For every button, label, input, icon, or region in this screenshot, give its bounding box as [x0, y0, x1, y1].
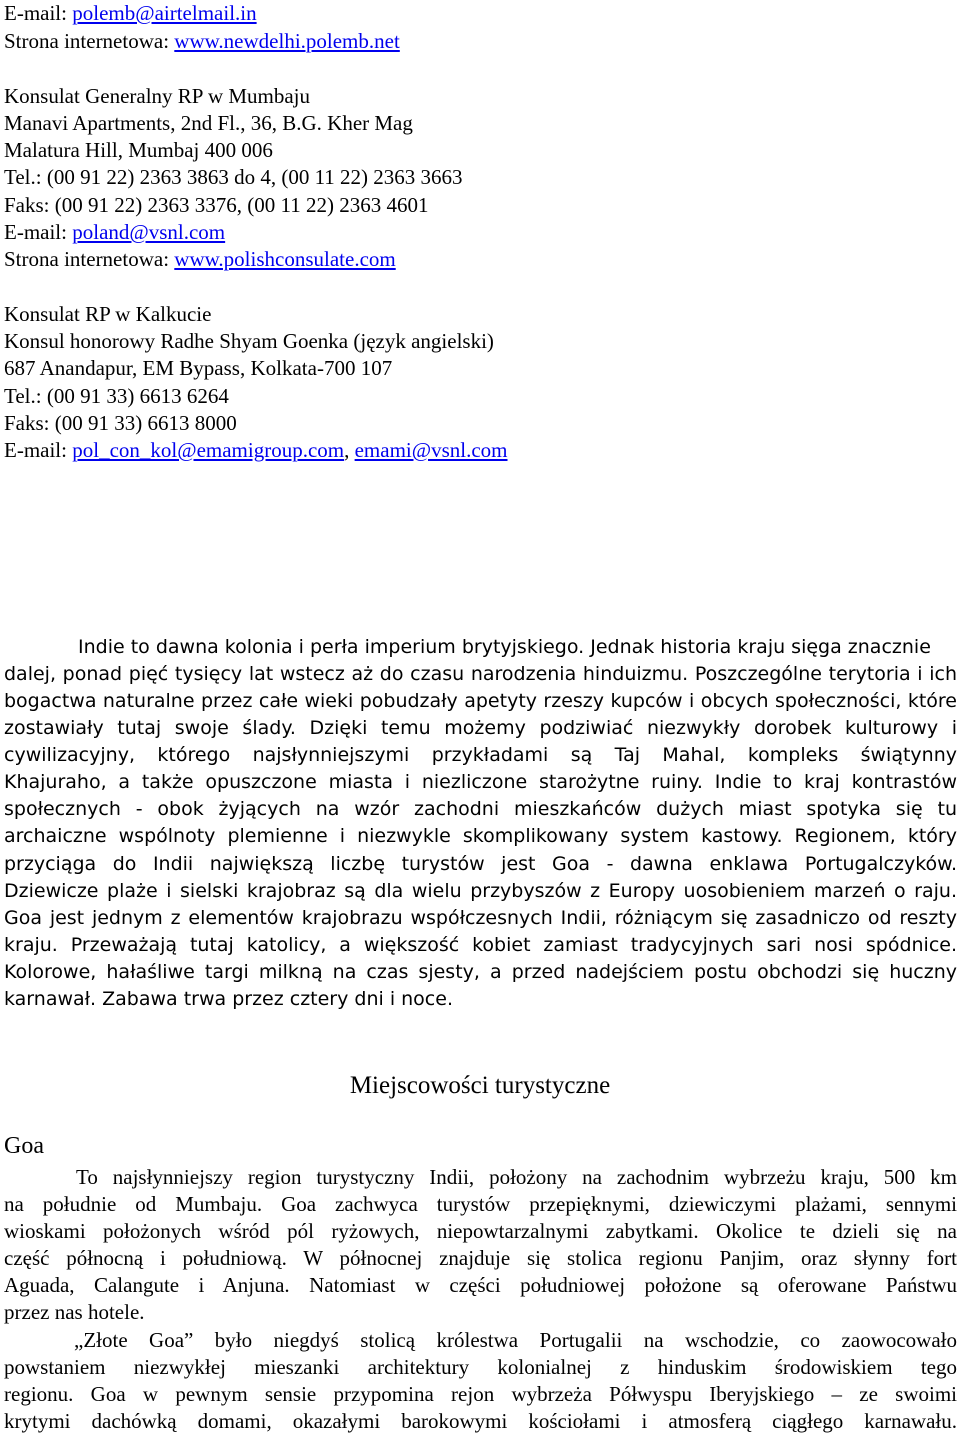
paragraph-line: krytymi dachówką domami, okazałymi barokowymi kościołami i atmosferą ciągłego karnawału. — [4, 1409, 957, 1433]
phone-line: Tel.: (00 91 22) 2363 3863 do 4, (00 11 22) 2363 3663 — [4, 165, 463, 189]
paragraph-line: powstaniem niezwykłej mieszanki architektury kolonialnej z hinduskim środowiskiem tego — [4, 1355, 957, 1379]
website-line — [4, 28, 400, 55]
paragraph-line: Indie to dawna kolonia i perła imperium brytyjskiego. Jednak historia kraju sięga znacznie — [78, 636, 931, 658]
consul-line: Konsul honorowy Radhe Shyam Goenka (język angielski) — [4, 329, 494, 353]
paragraph-line: Dziewicze plaże i sielski krajobraz są dla wielu przybyszów z Europy uosobieniem marzeń o raju. — [4, 880, 957, 902]
separator: , — [344, 438, 355, 462]
paragraph-line: przyciąga do Indii największą liczbę turystów jest Goa - dawna enklawa Portugalczyków. — [4, 853, 957, 875]
paragraph-line: zostawiały tutaj swoje ślady. Dzięki temu możemy podziwiać niezwykły dorobek kulturowy i — [4, 717, 957, 739]
address-line: Malatura Hill, Mumbaj 400 006 — [4, 138, 273, 162]
paragraph-line: Goa jest jednym z elementów krajobrazu współczesnych Indii, różniącym się zasadniczo od reszty — [4, 907, 957, 929]
paragraph-line: przez nas hotele. — [4, 1300, 145, 1324]
email-link[interactable]: pol_con_kol@emamigroup.com — [72, 438, 345, 462]
website-link[interactable]: www.newdelhi.polemb.net — [174, 29, 400, 53]
paragraph-line: „Złote Goa” było niegdyś stolicą królestwa Portugalii na wschodzie, co zaowocowało — [74, 1328, 957, 1352]
paragraph-line: archaiczne wspólnoty plemienne i niezwykle skomplikowany system kastowy. Regionem, który — [4, 825, 957, 847]
paragraph-line: kraju. Przeważają tutaj katolicy, a większość kobiet zamiast tradycyjnych sari nosi spódnice. — [4, 934, 957, 956]
paragraph-line: społecznych - obok żyjących na wzór zachodni mieszkańców dużych miast spotyka się tu — [4, 798, 957, 820]
email-line — [4, 219, 225, 246]
paragraph-line: Khajuraho, a także opuszczone miasta i niezliczone starożytne ruiny. Indie to kraj kontrastów — [4, 771, 957, 793]
address-line: 687 Anandapur, EM Bypass, Kolkata-700 107 — [4, 356, 393, 380]
paragraph-line: dalej, ponad pięć tysięcy lat wstecz aż do czasu narodzenia hinduizmu. Poszczególne terytoria i ich — [4, 663, 957, 685]
phone-line: Tel.: (00 91 33) 6613 6264 — [4, 384, 229, 408]
website-label: Strona internetowa: — [4, 247, 175, 271]
email-link[interactable]: poland@vsnl.com — [72, 220, 226, 244]
paragraph-line: na południe od Mumbaju. Goa zachwyca turystów przepięknymi, dziewiczymi plażami, sennymi — [4, 1192, 957, 1216]
goa-title: Goa — [4, 1133, 44, 1159]
section-heading: Miejscowości turystyczne — [349, 1072, 611, 1099]
paragraph-line: regionu. Goa w pewnym sensie przypomina rejon wybrzeża Półwyspu Iberyjskiego – ze swoimi — [4, 1382, 957, 1406]
paragraph-line: wioskami położonych wśród pól ryżowych, niepowtarzalnymi zabytkami. Okolice te dzieli się na — [4, 1219, 957, 1243]
paragraph-line: To najsłynniejszy region turystyczny Indii, położony na zachodnim wybrzeżu kraju, 500 km — [76, 1165, 957, 1189]
consulate-name: Konsulat Generalny RP w Mumbaju — [4, 84, 311, 108]
email-label: E-mail: — [4, 220, 73, 244]
email-line — [4, 437, 508, 464]
email-line — [4, 0, 257, 27]
fax-line: Faks: (00 91 33) 6613 8000 — [4, 411, 237, 435]
paragraph-line: część północną i południową. W północnej znajduje się stolica regionu Panjim, oraz słynny fort — [4, 1246, 957, 1270]
email-link[interactable]: polemb@airtelmail.in — [72, 1, 257, 25]
paragraph-line: Aguada, Calangute i Anjuna. Natomiast w części południowej położone są oferowane Państwu — [4, 1273, 957, 1297]
paragraph-line: karnawał. Zabawa trwa przez cztery dni i noce. — [4, 988, 453, 1010]
fax-line: Faks: (00 91 22) 2363 3376, (00 11 22) 2363 4601 — [4, 193, 429, 217]
paragraph-line: cywilizacyjny, którego najsłynniejszymi przykładami są Taj Mahal, kompleks świątynny — [4, 744, 957, 766]
email-label: E-mail: — [4, 1, 73, 25]
consulate-name: Konsulat RP w Kalkucie — [4, 302, 212, 326]
website-link[interactable]: www.polishconsulate.com — [174, 247, 396, 271]
website-label: Strona internetowa: — [4, 29, 175, 53]
address-line: Manavi Apartments, 2nd Fl., 36, B.G. Kher Mag — [4, 111, 413, 135]
email-label: E-mail: — [4, 438, 73, 462]
paragraph-line: bogactwa naturalne przez całe wieki pobudzały apetyty rzeszy kupców i obcych społeczności, które — [4, 690, 957, 712]
email-link[interactable]: emami@vsnl.com — [354, 438, 508, 462]
paragraph-line: Kolorowe, hałaśliwe targi milkną na czas sjesty, a przed nadejściem postu obchodzi się huczny — [4, 961, 957, 983]
website-line — [4, 246, 396, 273]
